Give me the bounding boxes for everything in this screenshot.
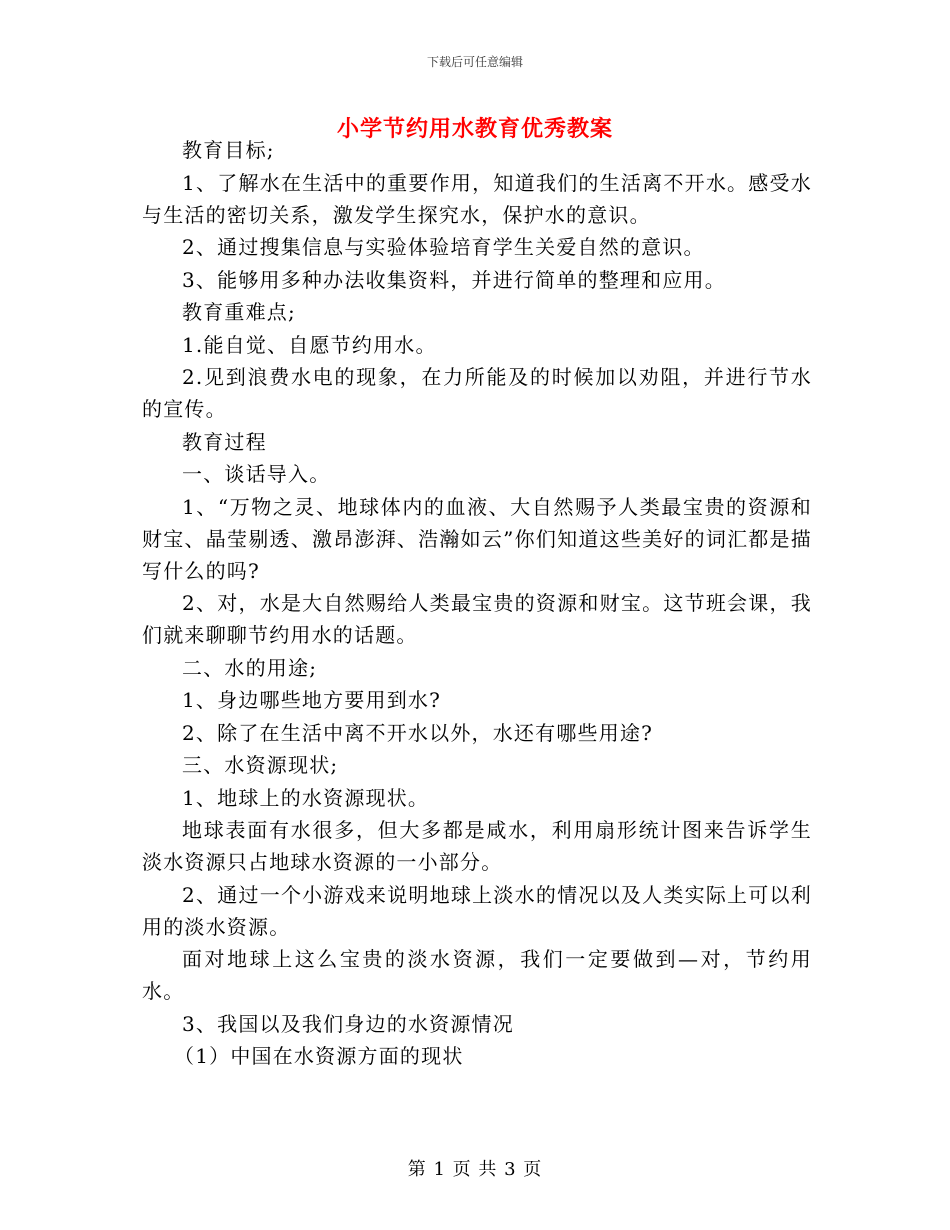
section-heading-key-points: 教育重难点; [182,300,296,324]
document-title: 小学节约用水教育优秀教案 [336,116,613,142]
water-status-item-3: 3、我国以及我们身边的水资源情况 [182,1011,514,1036]
subsection-intro: 一、谈话导入。 [182,462,331,486]
goal-item-3: 3、能够用多种办法收集资料，并进行简单的整理和应用。 [182,267,726,292]
water-status-conclusion: 面对地球上这么宝贵的淡水资源，我们一定要做到—对，节约用水。 [142,947,812,1003]
goal-item-1: 1、了解水在生活中的重要作用，知道我们的生活离不开水。感受水与生活的密切关系，激发学生探究水，保护水的意识。 [142,170,812,227]
document-body [142,134,812,1073]
water-uses-item-1: 1、身边哪些地方要用到水? [182,688,442,712]
key-point-1: 1.能自觉、自愿节约用水。 [182,332,437,357]
water-status-item-2: 2、通过一个小游戏来说明地球上淡水的情况以及人类实际上可以利用的淡水资源。 [142,882,812,939]
water-status-item-1: 1、地球上的水资源现状。 [182,785,430,810]
section-heading-goals: 教育目标; [182,138,275,162]
intro-item-2: 2、对，水是大自然赐给人类最宝贵的资源和财宝。这节班会课，我们就来聊聊节约用水的话题。 [142,591,812,647]
water-status-description: 地球表面有水很多，但大多都是咸水，利用扇形统计图来告诉学生淡水资源只占地球水资源的一小部分。 [142,818,812,874]
page-number-footer: 第 1 页 共 3 页 [407,1159,543,1180]
key-point-2: 2.见到浪费水电的现象，在力所能及的时候加以劝阻，并进行节水的宣传。 [142,365,812,421]
subsection-water-uses: 二、水的用途; [182,655,318,680]
intro-item-1: 1、“万物之灵、地球体内的血液、大自然赐予人类最宝贵的资源和财宝、晶莹剔透、激昂澎湃、浩瀚如云”你们知道这些美好的词汇都是描写什么的吗? [142,494,812,583]
water-uses-item-2: 2、除了在生活中离不开水以外，水还有哪些用途? [182,720,654,745]
subsection-water-status: 三、水资源现状; [182,753,339,777]
water-status-subitem-1: （1）中国在水资源方面的现状 [174,1044,464,1068]
goal-item-2: 2、通过搜集信息与实验体验培育学生关爱自然的意识。 [182,235,705,259]
header-note: 下载后可任意编辑 [426,55,523,69]
section-heading-process: 教育过程 [182,429,267,454]
